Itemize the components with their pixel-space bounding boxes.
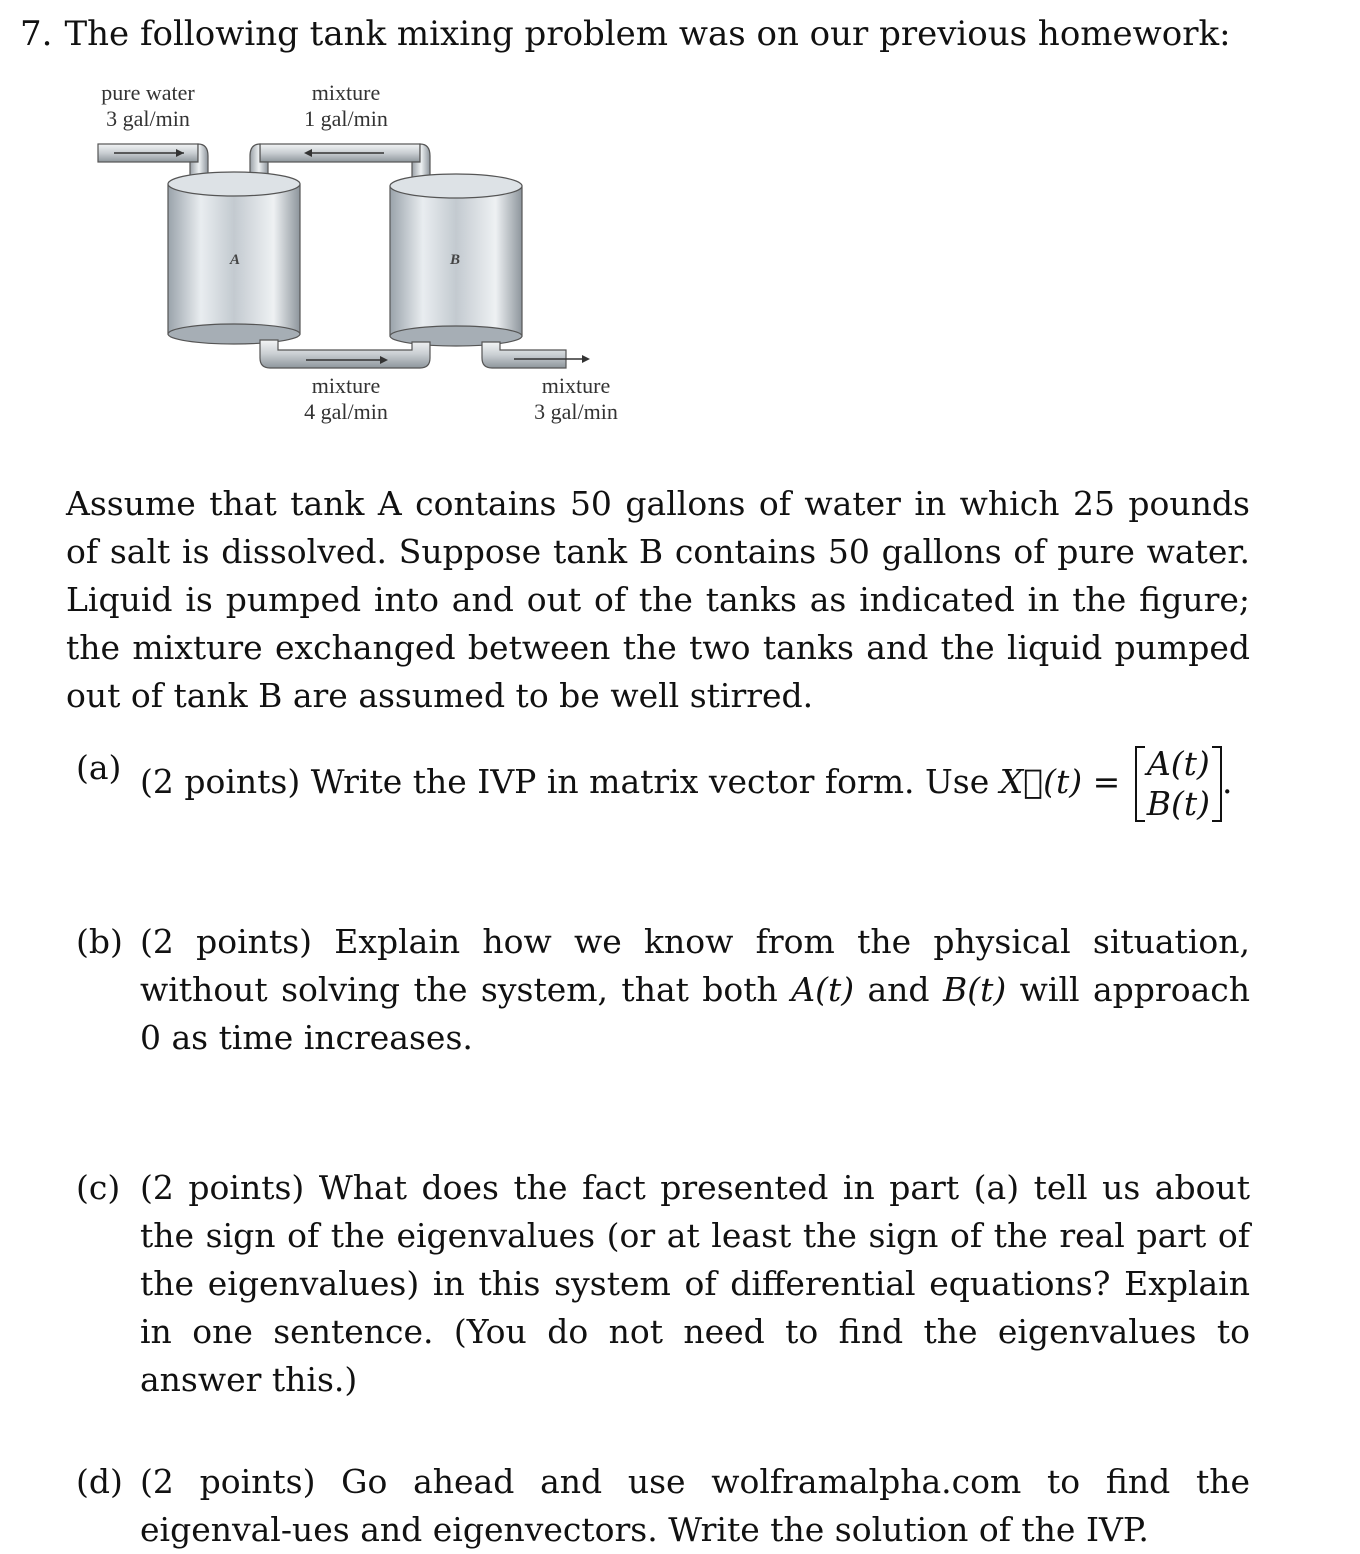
flow-b-to-a-label: [284, 80, 408, 132]
problem-setup-paragraph: Assume that tank A contains 50 gallons of water in which 25 pounds of salt is dissolved. Suppose tank B contains 50 gallons of pure water. Liquid is pumped into and out of the tanks as indicated in the figure; the mixture exchanged between the two tanks and the liquid pumped out of tank B are assumed to be well stirred.: [66, 484, 1250, 715]
part-b-text-3: will approach 0 as time increases.: [140, 970, 1250, 1057]
part-b-text-1: (2 points) Explain how we know from the physical situation, without solving the system, that both: [140, 922, 1250, 1009]
flow-a-to-b-rate: 4 gal/min: [304, 399, 388, 424]
vector-top-entry: A(t): [1146, 744, 1210, 783]
flow-a-to-b-label: [284, 373, 408, 425]
state-vector: [1135, 744, 1222, 824]
flow-b-to-a-substance: mixture: [311, 80, 381, 105]
part-a-end: .: [1222, 762, 1233, 801]
inflow-a-substance: pure water: [101, 80, 195, 105]
part-b-label: (b): [76, 922, 123, 961]
part-a-text: (2 points) Write the IVP in matrix vector form. Use: [140, 762, 990, 801]
part-b: [76, 918, 1250, 1062]
inflow-a-rate: 3 gal/min: [106, 106, 190, 131]
tank-a: [168, 172, 300, 344]
tank-b: [390, 174, 522, 346]
part-a: [76, 744, 1250, 824]
question-title-text: The following tank mixing problem was on our previous homework:: [64, 14, 1231, 54]
flow-b-to-a-rate: 1 gal/min: [304, 106, 388, 131]
inflow-a-label: [88, 80, 208, 132]
part-c-text: (2 points) What does the fact presented in part (a) tell us about the sign of the eigenvalues (or at least the sign of the real part of the eigenvalues) in this system of differential equations? Explain in one sentence. (You do not need to find the eigenvalues to answer this.): [140, 1168, 1250, 1399]
tank-a-label: A: [230, 252, 241, 268]
question-title: [20, 12, 1231, 56]
outflow-b-substance: mixture: [541, 373, 611, 398]
outflow-b-label: [514, 373, 638, 425]
tank-b-label: B: [450, 252, 461, 268]
part-c: [76, 1164, 1250, 1404]
part-d-label: (d): [76, 1462, 123, 1501]
part-b-b-function: B(t): [942, 970, 1007, 1009]
question-number: 7.: [20, 14, 53, 54]
tank-mixing-figure: [84, 78, 644, 438]
part-b-text-2: and: [867, 970, 930, 1009]
outflow-b-rate: 3 gal/min: [534, 399, 618, 424]
pipe-a-to-b: [260, 340, 430, 368]
flow-a-to-b-substance: mixture: [311, 373, 381, 398]
vector-bottom-entry: B(t): [1146, 784, 1210, 823]
vector-name: X⃗(t) =: [999, 762, 1121, 801]
part-a-label: (a): [76, 748, 122, 787]
part-b-a-function: A(t): [791, 970, 855, 1009]
part-d-text: (2 points) Go ahead and use wolframalpha.com to find the eigenval-ues and eigenvectors. Write the solution of the IVP.: [140, 1462, 1250, 1549]
outflow-pipe-b: [482, 342, 590, 368]
part-c-label: (c): [76, 1168, 121, 1207]
part-d: [76, 1458, 1250, 1554]
